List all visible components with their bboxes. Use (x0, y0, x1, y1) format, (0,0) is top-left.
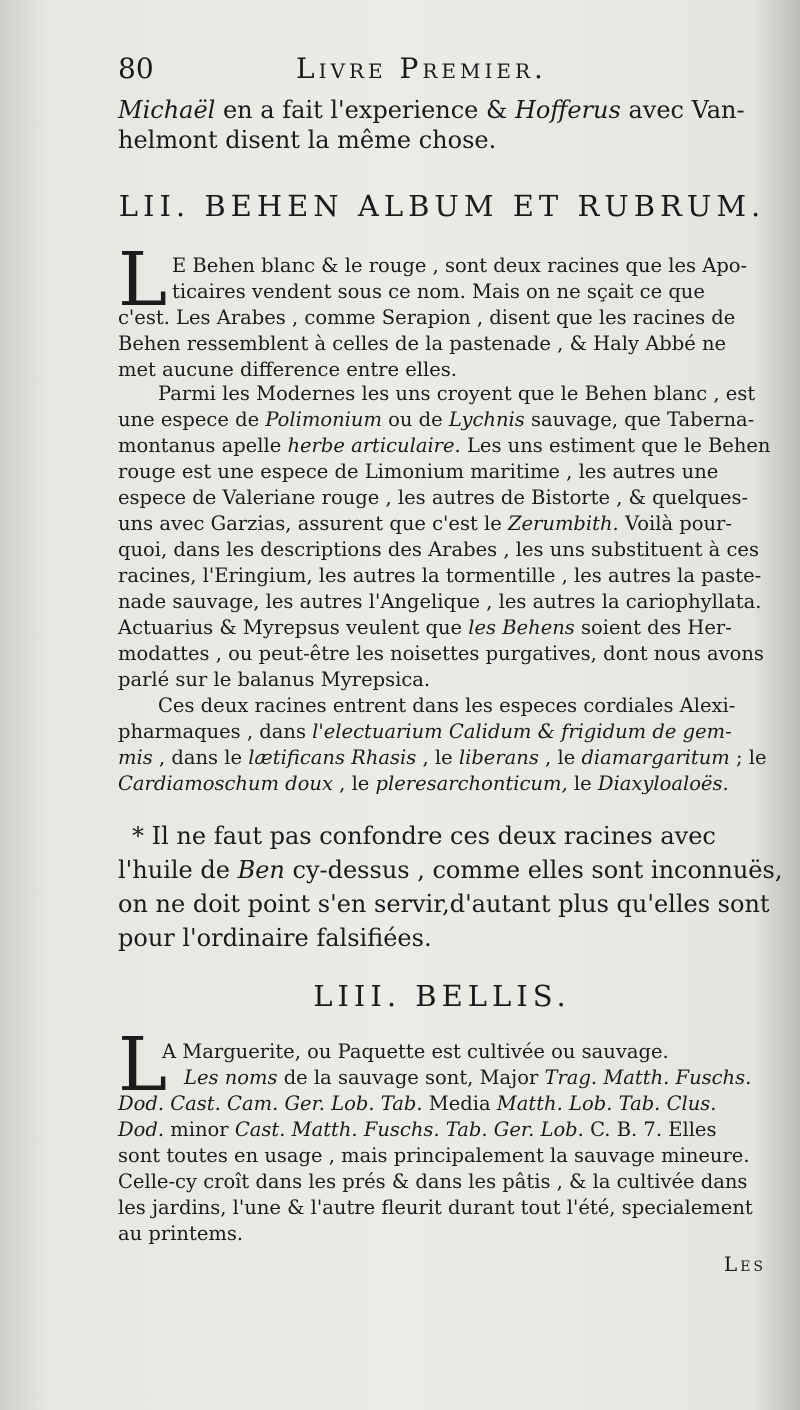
text-line: E Behen blanc & le rouge , sont deux racines que les Apo- (172, 254, 748, 277)
text-line: c'est. Les Arabes , comme Serapion , disent que les racines de (118, 306, 736, 329)
text-line: nade sauvage, les autres l'Angelique , les autres la cariophyllata. (118, 590, 762, 613)
text-line: montanus apelle herbe articulaire. Les uns estiment que le Behen (118, 434, 771, 457)
text-line: Ces deux racines entrent dans les especes cordiales Alexi- (158, 694, 736, 717)
drop-cap: L (118, 1022, 168, 1108)
text-line: parlé sur le balanus Myrepsica. (118, 668, 431, 691)
note-line: pour l'ordinaire falsifiées. (118, 924, 432, 952)
text-line: mis , dans le lætificans Rhasis , le liberans , le diamargaritum ; le (118, 746, 767, 769)
page-number: 80 (118, 52, 154, 85)
text-line: racines, l'Eringium, les autres la tormentille , les autres la paste- (118, 564, 762, 587)
text-line: une espece de Polimonium ou de Lychnis sauvage, que Taberna- (118, 408, 755, 431)
text-line: Parmi les Modernes les uns croyent que le Behen blanc , est (158, 382, 756, 405)
text-block (118, 0, 783, 1410)
text-line: met aucune difference entre elles. (118, 358, 457, 381)
note-line: l'huile de Ben cy-dessus , comme elles sont inconnuës, (118, 856, 783, 884)
text-line: rouge est une espece de Limonium maritime , les autres une (118, 460, 719, 483)
drop-cap: L (118, 237, 168, 323)
text-line: ticaires vendent sous ce nom. Mais on ne sçait ce que (172, 280, 705, 303)
text-line: quoi, dans les descriptions des Arabes , les uns substituent à ces (118, 538, 759, 561)
text-line: espece de Valeriane rouge , les autres de Bistorte , & quelques- (118, 486, 749, 509)
text-line: Behen ressemblent à celles de la pastenade , & Haly Abbé ne (118, 332, 727, 355)
section-title-liii: LIII. BELLIS. (313, 979, 571, 1013)
text-line: Les noms de la sauvage sont, Major Trag. Matth. Fuschs. (184, 1066, 752, 1089)
text-line: Dod. Cast. Cam. Ger. Lob. Tab. Media Matth. Lob. Tab. Clus. (118, 1092, 717, 1115)
text-line: au printems. (118, 1222, 244, 1245)
text-line: Cardiamoschum doux , le pleresarchonticum, le Diaxyloaloës. (118, 772, 729, 795)
text-line: Michaël en a fait l'experience & Hofferus avec Van- (118, 96, 745, 124)
text-line: pharmaques , dans l'electuarium Calidum & frigidum de gem- (118, 720, 732, 743)
text-line: A Marguerite, ou Paquette est cultivée ou sauvage. (162, 1040, 669, 1063)
note-line: on ne doit point s'en servir,d'autant plus qu'elles sont (118, 890, 770, 918)
text-line: modattes , ou peut-être les noisettes purgatives, dont nous avons (118, 642, 764, 665)
note-line: * Il ne faut pas confondre ces deux racines avec (132, 822, 716, 850)
text-line: uns avec Garzias, assurent que c'est le Zerumbith. Voilà pour- (118, 512, 732, 535)
text-line: Dod. minor Cast. Matth. Fuschs. Tab. Ger. Lob. C. B. 7. Elles (118, 1118, 717, 1141)
catchword: Les (723, 1252, 766, 1276)
text-line: les jardins, l'une & l'autre fleurit durant tout l'été, specialement (118, 1196, 753, 1219)
text-line: helmont disent la même chose. (118, 126, 497, 154)
text-line: sont toutes en usage , mais principalement la sauvage mineure. (118, 1144, 750, 1167)
text-line: Actuarius & Myrepsus veulent que les Behens soient des Her- (118, 616, 732, 639)
section-title-lii: LII. BEHEN ALBUM ET RUBRUM. (118, 189, 766, 223)
running-title: Livre Premier. (296, 52, 547, 85)
text-line: Celle-cy croît dans les prés & dans les pâtis , & la cultivée dans (118, 1170, 748, 1193)
